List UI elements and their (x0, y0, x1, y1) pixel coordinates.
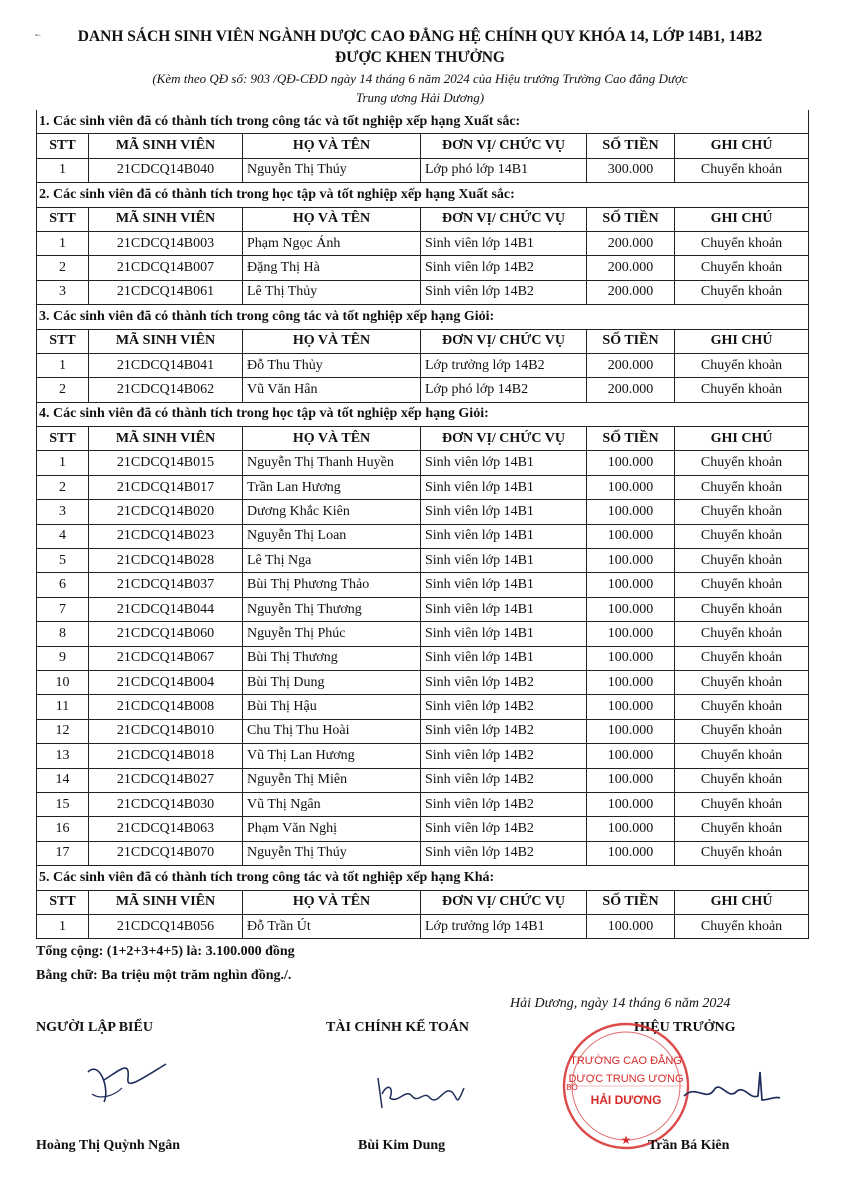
cell-note: Chuyển khoản (675, 670, 809, 694)
cell-unit: Sinh viên lớp 14B1 (421, 622, 587, 646)
cell-name: Nguyễn Thị Thúy (243, 841, 421, 865)
cell-unit: Sinh viên lớp 14B2 (421, 280, 587, 304)
amount-in-words: Bằng chữ: Ba triệu một trăm nghìn đồng./. (36, 968, 292, 983)
cell-note: Chuyển khoản (675, 378, 809, 402)
cell-code: 21CDCQ14B015 (89, 451, 243, 475)
table-row (37, 475, 809, 499)
cell-code: 21CDCQ14B023 (89, 524, 243, 548)
cell-unit: Sinh viên lớp 14B2 (421, 817, 587, 841)
cell-stt: 4 (37, 524, 89, 548)
column-header-stt: STT (37, 427, 89, 451)
cell-unit: Sinh viên lớp 14B1 (421, 475, 587, 499)
cell-amount: 100.000 (587, 646, 675, 670)
cell-note: Chuyển khoản (675, 524, 809, 548)
cell-amount: 100.000 (587, 670, 675, 694)
section-heading: 2. Các sinh viên đã có thành tích trong học tập và tốt nghiệp xếp hạng Xuất sắc: (37, 183, 809, 207)
column-header-student-code: MÃ SINH VIÊN (89, 427, 243, 451)
cell-name: Bùi Thị Phương Thảo (243, 573, 421, 597)
section-heading-row (37, 183, 809, 207)
column-header-amount: SỐ TIỀN (587, 890, 675, 914)
table-row (37, 597, 809, 621)
cell-code: 21CDCQ14B040 (89, 158, 243, 182)
cell-name: Phạm Ngọc Ánh (243, 231, 421, 255)
cell-unit: Sinh viên lớp 14B2 (421, 792, 587, 816)
preparer-name: Hoàng Thị Quỳnh Ngân (36, 1138, 181, 1153)
column-header-student-code: MÃ SINH VIÊN (89, 134, 243, 158)
column-header-unit-position: ĐƠN VỊ/ CHỨC VỤ (421, 890, 587, 914)
cell-note: Chuyển khoản (675, 451, 809, 475)
column-header-student-code: MÃ SINH VIÊN (89, 329, 243, 353)
cell-unit: Sinh viên lớp 14B1 (421, 597, 587, 621)
cell-name: Bùi Thị Hậu (243, 695, 421, 719)
cell-name: Nguyễn Thị Thanh Huyền (243, 451, 421, 475)
cell-stt: 2 (37, 475, 89, 499)
section-heading: 4. Các sinh viên đã có thành tích trong học tập và tốt nghiệp xếp hạng Giỏi: (37, 402, 809, 426)
column-header-student-code: MÃ SINH VIÊN (89, 890, 243, 914)
cell-stt: 8 (37, 622, 89, 646)
cell-note: Chuyển khoản (675, 549, 809, 573)
document-title-line2: ĐƯỢC KHEN THƯỞNG (335, 49, 505, 66)
cell-code: 21CDCQ14B067 (89, 646, 243, 670)
cell-code: 21CDCQ14B062 (89, 378, 243, 402)
principal-title: HIỆU TRƯỞNG (634, 1020, 736, 1035)
cell-stt: 9 (37, 646, 89, 670)
table-header-row (37, 329, 809, 353)
cell-stt: 1 (37, 353, 89, 377)
section-heading-row (37, 305, 809, 329)
cell-amount: 100.000 (587, 597, 675, 621)
table-row (37, 573, 809, 597)
table-row (37, 695, 809, 719)
cell-stt: 16 (37, 817, 89, 841)
cell-note: Chuyển khoản (675, 353, 809, 377)
cell-unit: Sinh viên lớp 14B2 (421, 719, 587, 743)
cell-unit: Sinh viên lớp 14B2 (421, 670, 587, 694)
cell-code: 21CDCQ14B028 (89, 549, 243, 573)
cell-note: Chuyển khoản (675, 817, 809, 841)
accounting-signature (368, 1068, 478, 1118)
cell-stt: 1 (37, 914, 89, 938)
cell-stt: 7 (37, 597, 89, 621)
cell-amount: 200.000 (587, 280, 675, 304)
cell-name: Lê Thị Thủy (243, 280, 421, 304)
cell-code: 21CDCQ14B007 (89, 256, 243, 280)
cell-note: Chuyển khoản (675, 719, 809, 743)
cell-name: Nguyễn Thị Phúc (243, 622, 421, 646)
stamp-line1: TRƯỜNG CAO ĐẲNG (570, 1055, 682, 1067)
cell-unit: Sinh viên lớp 14B2 (421, 841, 587, 865)
cell-note: Chuyển khoản (675, 841, 809, 865)
cell-amount: 100.000 (587, 914, 675, 938)
cell-unit: Sinh viên lớp 14B2 (421, 256, 587, 280)
cell-unit: Lớp phó lớp 14B2 (421, 378, 587, 402)
cell-name: Đỗ Thu Thủy (243, 353, 421, 377)
cell-stt: 11 (37, 695, 89, 719)
cell-stt: 3 (37, 280, 89, 304)
stamp-star-icon: ★ (620, 1133, 632, 1147)
section-heading: 1. Các sinh viên đã có thành tích trong công tác và tốt nghiệp xếp hạng Xuất sắc: (37, 110, 809, 134)
cell-unit: Sinh viên lớp 14B2 (421, 768, 587, 792)
preparer-signature (70, 1050, 180, 1110)
table-row (37, 744, 809, 768)
cell-amount: 200.000 (587, 231, 675, 255)
table-row (37, 280, 809, 304)
cell-stt: 13 (37, 744, 89, 768)
cell-amount: 100.000 (587, 768, 675, 792)
table-row (37, 524, 809, 548)
column-header-unit-position: ĐƠN VỊ/ CHỨC VỤ (421, 207, 587, 231)
column-header-amount: SỐ TIỀN (587, 329, 675, 353)
table-row (37, 549, 809, 573)
signing-date: Hải Dương, ngày 14 tháng 6 năm 2024 (510, 996, 731, 1011)
cell-unit: Lớp trưởng lớp 14B2 (421, 353, 587, 377)
table-row (37, 841, 809, 865)
cell-code: 21CDCQ14B061 (89, 280, 243, 304)
column-header-note: GHI CHÚ (675, 207, 809, 231)
column-header-note: GHI CHÚ (675, 427, 809, 451)
cell-name: Vũ Thị Ngân (243, 792, 421, 816)
cell-code: 21CDCQ14B017 (89, 475, 243, 499)
table-row (37, 451, 809, 475)
cell-name: Nguyễn Thị Miên (243, 768, 421, 792)
table-header-row (37, 890, 809, 914)
cell-amount: 100.000 (587, 549, 675, 573)
stamp-side: BỘ (566, 1083, 578, 1092)
cell-unit: Sinh viên lớp 14B1 (421, 524, 587, 548)
table-row (37, 353, 809, 377)
cell-code: 21CDCQ14B010 (89, 719, 243, 743)
stamp-line3: HẢI DƯƠNG (590, 1093, 662, 1107)
cell-note: Chuyển khoản (675, 256, 809, 280)
cell-note: Chuyển khoản (675, 280, 809, 304)
cell-stt: 2 (37, 378, 89, 402)
cell-amount: 100.000 (587, 451, 675, 475)
cell-name: Chu Thị Thu Hoài (243, 719, 421, 743)
cell-stt: 10 (37, 670, 89, 694)
cell-amount: 100.000 (587, 524, 675, 548)
section-heading-row (37, 866, 809, 890)
column-header-stt: STT (37, 134, 89, 158)
cell-name: Nguyễn Thị Thúy (243, 158, 421, 182)
table-row (37, 622, 809, 646)
cell-unit: Sinh viên lớp 14B1 (421, 500, 587, 524)
cell-note: Chuyển khoản (675, 744, 809, 768)
column-header-stt: STT (37, 890, 89, 914)
column-header-full-name: HỌ VÀ TÊN (243, 890, 421, 914)
column-header-amount: SỐ TIỀN (587, 427, 675, 451)
cell-name: Bùi Thị Dung (243, 670, 421, 694)
cell-code: 21CDCQ14B004 (89, 670, 243, 694)
table-header-row (37, 427, 809, 451)
column-header-unit-position: ĐƠN VỊ/ CHỨC VỤ (421, 329, 587, 353)
cell-code: 21CDCQ14B008 (89, 695, 243, 719)
preparer-title: NGƯỜI LẬP BIỂU (36, 1020, 153, 1035)
cell-unit: Sinh viên lớp 14B1 (421, 451, 587, 475)
cell-amount: 100.000 (587, 792, 675, 816)
cell-unit: Sinh viên lớp 14B1 (421, 549, 587, 573)
cell-amount: 100.000 (587, 475, 675, 499)
table-row (37, 646, 809, 670)
table-row (37, 719, 809, 743)
cell-code: 21CDCQ14B018 (89, 744, 243, 768)
total-amount: Tổng cộng: (1+2+3+4+5) là: 3.100.000 đồng (36, 944, 295, 959)
column-header-full-name: HỌ VÀ TÊN (243, 207, 421, 231)
cell-stt: 2 (37, 256, 89, 280)
cell-unit: Sinh viên lớp 14B1 (421, 231, 587, 255)
cell-amount: 100.000 (587, 573, 675, 597)
cell-name: Vũ Văn Hân (243, 378, 421, 402)
cell-amount: 200.000 (587, 378, 675, 402)
cell-name: Phạm Văn Nghị (243, 817, 421, 841)
column-header-unit-position: ĐƠN VỊ/ CHỨC VỤ (421, 427, 587, 451)
cell-name: Trần Lan Hương (243, 475, 421, 499)
cell-code: 21CDCQ14B063 (89, 817, 243, 841)
stamp-line2: DƯỢC TRUNG ƯƠNG (568, 1073, 684, 1085)
table-row (37, 158, 809, 182)
cell-unit: Lớp trưởng lớp 14B1 (421, 914, 587, 938)
cell-name: Đỗ Trần Út (243, 914, 421, 938)
cell-name: Nguyễn Thị Thương (243, 597, 421, 621)
table-row (37, 256, 809, 280)
cell-stt: 1 (37, 451, 89, 475)
cell-stt: 5 (37, 549, 89, 573)
cell-stt: 3 (37, 500, 89, 524)
cell-name: Đặng Thị Hà (243, 256, 421, 280)
cell-note: Chuyển khoản (675, 792, 809, 816)
cell-code: 21CDCQ14B037 (89, 573, 243, 597)
cell-code: 21CDCQ14B056 (89, 914, 243, 938)
cell-stt: 12 (37, 719, 89, 743)
column-header-student-code: MÃ SINH VIÊN (89, 207, 243, 231)
column-header-amount: SỐ TIỀN (587, 134, 675, 158)
column-header-stt: STT (37, 207, 89, 231)
cell-amount: 100.000 (587, 719, 675, 743)
column-header-note: GHI CHÚ (675, 890, 809, 914)
cell-stt: 15 (37, 792, 89, 816)
cell-name: Nguyễn Thị Loan (243, 524, 421, 548)
table-row (37, 768, 809, 792)
cell-note: Chuyển khoản (675, 500, 809, 524)
cell-stt: 17 (37, 841, 89, 865)
cell-name: Bùi Thị Thương (243, 646, 421, 670)
cell-code: 21CDCQ14B020 (89, 500, 243, 524)
table-row (37, 500, 809, 524)
column-header-full-name: HỌ VÀ TÊN (243, 329, 421, 353)
cell-amount: 100.000 (587, 817, 675, 841)
corner-mark: ↓ (33, 32, 44, 38)
cell-code: 21CDCQ14B041 (89, 353, 243, 377)
table-row (37, 670, 809, 694)
cell-name: Dương Khắc Kiên (243, 500, 421, 524)
cell-unit: Sinh viên lớp 14B2 (421, 744, 587, 768)
cell-note: Chuyển khoản (675, 768, 809, 792)
cell-code: 21CDCQ14B070 (89, 841, 243, 865)
cell-amount: 100.000 (587, 500, 675, 524)
cell-name: Vũ Thị Lan Hương (243, 744, 421, 768)
column-header-amount: SỐ TIỀN (587, 207, 675, 231)
table-header-row (37, 207, 809, 231)
principal-signature (676, 1066, 786, 1116)
column-header-note: GHI CHÚ (675, 329, 809, 353)
accounting-name: Bùi Kim Dung (358, 1138, 446, 1153)
section-heading-row (37, 110, 809, 134)
cell-amount: 100.000 (587, 744, 675, 768)
cell-name: Lê Thị Nga (243, 549, 421, 573)
cell-note: Chuyển khoản (675, 573, 809, 597)
award-table (36, 110, 809, 939)
section-heading: 3. Các sinh viên đã có thành tích trong công tác và tốt nghiệp xếp hạng Giỏi: (37, 305, 809, 329)
section-heading: 5. Các sinh viên đã có thành tích trong công tác và tốt nghiệp xếp hạng Khá: (37, 866, 809, 890)
cell-note: Chuyển khoản (675, 158, 809, 182)
table-row (37, 792, 809, 816)
cell-unit: Sinh viên lớp 14B1 (421, 646, 587, 670)
cell-amount: 100.000 (587, 695, 675, 719)
table-row (37, 914, 809, 938)
cell-amount: 100.000 (587, 622, 675, 646)
cell-code: 21CDCQ14B044 (89, 597, 243, 621)
table-row (37, 817, 809, 841)
cell-note: Chuyển khoản (675, 646, 809, 670)
cell-unit: Sinh viên lớp 14B1 (421, 573, 587, 597)
cell-stt: 6 (37, 573, 89, 597)
cell-code: 21CDCQ14B003 (89, 231, 243, 255)
cell-stt: 1 (37, 231, 89, 255)
cell-code: 21CDCQ14B027 (89, 768, 243, 792)
decision-reference-line2: Trung ương Hải Dương) (355, 90, 485, 105)
document-title-line1: DANH SÁCH SINH VIÊN NGÀNH DƯỢC CAO ĐẲNG HỆ CHÍNH QUY KHÓA 14, LỚP 14B1, 14B2 (77, 28, 763, 45)
cell-note: Chuyển khoản (675, 475, 809, 499)
cell-note: Chuyển khoản (675, 622, 809, 646)
principal-name: Trần Bá Kiên (648, 1138, 730, 1153)
accounting-title: TÀI CHÍNH KẾ TOÁN (326, 1020, 470, 1035)
table-row (37, 378, 809, 402)
cell-stt: 14 (37, 768, 89, 792)
cell-amount: 200.000 (587, 256, 675, 280)
cell-amount: 200.000 (587, 353, 675, 377)
cell-note: Chuyển khoản (675, 914, 809, 938)
cell-code: 21CDCQ14B030 (89, 792, 243, 816)
cell-note: Chuyển khoản (675, 597, 809, 621)
column-header-unit-position: ĐƠN VỊ/ CHỨC VỤ (421, 134, 587, 158)
cell-note: Chuyển khoản (675, 231, 809, 255)
column-header-full-name: HỌ VÀ TÊN (243, 427, 421, 451)
cell-amount: 100.000 (587, 841, 675, 865)
cell-unit: Sinh viên lớp 14B2 (421, 695, 587, 719)
cell-note: Chuyển khoản (675, 695, 809, 719)
column-header-stt: STT (37, 329, 89, 353)
table-row (37, 231, 809, 255)
cell-stt: 1 (37, 158, 89, 182)
column-header-note: GHI CHÚ (675, 134, 809, 158)
decision-reference-line1: (Kèm theo QĐ số: 903 /QĐ-CĐD ngày 14 tháng 6 năm 2024 của Hiệu trưởng Trường Cao đẳng Dược (152, 71, 688, 86)
section-heading-row (37, 402, 809, 426)
cell-code: 21CDCQ14B060 (89, 622, 243, 646)
cell-unit: Lớp phó lớp 14B1 (421, 158, 587, 182)
table-header-row (37, 134, 809, 158)
cell-amount: 300.000 (587, 158, 675, 182)
column-header-full-name: HỌ VÀ TÊN (243, 134, 421, 158)
